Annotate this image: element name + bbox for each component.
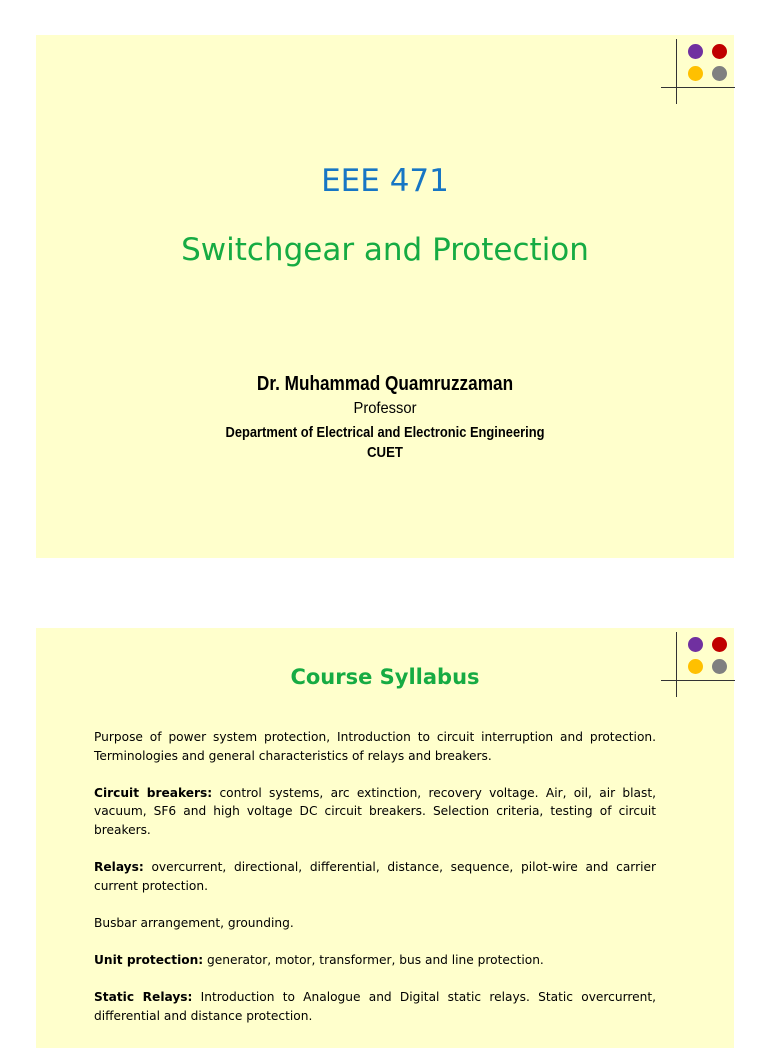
paragraph-heading: Relays: xyxy=(94,860,144,875)
author-name: Dr. Muhammad Quamruzzaman xyxy=(256,373,514,395)
gray-dot-icon xyxy=(712,66,727,81)
paragraph-text: Busbar arrangement, grounding. xyxy=(94,915,294,930)
syllabus-paragraph xyxy=(94,784,656,840)
paragraph-text: control systems, arc extinction, recovery voltage. Air, oil, air blast, vacuum, SF6 and high voltage DC circuit breakers. Selection criteria, testing of circuit breakers. xyxy=(94,785,656,837)
purple-dot-icon xyxy=(688,637,703,652)
syllabus-body xyxy=(94,728,656,1044)
corner-horizontal-line xyxy=(661,87,735,88)
corner-vertical-line xyxy=(676,39,677,104)
course-title: Switchgear and Protection xyxy=(181,232,589,268)
syllabus-paragraph xyxy=(94,728,656,765)
author-title: Professor xyxy=(353,400,417,417)
paragraph-text: Introduction to Analogue and Digital static relays. Static overcurrent, differential and distance protection. xyxy=(94,990,656,1023)
paragraph-text: generator, motor, transformer, bus and line protection. xyxy=(203,953,544,968)
syllabus-title: Course Syllabus xyxy=(290,665,480,689)
yellow-dot-icon xyxy=(688,66,703,81)
red-dot-icon xyxy=(712,637,727,652)
red-dot-icon xyxy=(712,44,727,59)
author-department: Department of Electrical and Electronic Engineering xyxy=(225,424,545,441)
paragraph-heading: Unit protection: xyxy=(94,953,204,968)
syllabus-slide xyxy=(36,628,734,1048)
title-slide xyxy=(36,35,734,558)
syllabus-paragraph xyxy=(94,914,656,933)
author-institution: CUET xyxy=(367,444,403,461)
paragraph-heading: Circuit breakers: xyxy=(94,785,213,800)
syllabus-paragraph xyxy=(94,858,656,895)
syllabus-paragraph xyxy=(94,951,656,970)
purple-dot-icon xyxy=(688,44,703,59)
course-code: EEE 471 xyxy=(321,163,449,199)
syllabus-paragraph xyxy=(94,988,656,1025)
corner-decoration xyxy=(644,35,734,105)
paragraph-text: overcurrent, directional, differential, distance, sequence, pilot-wire and carrier current protection. xyxy=(94,860,656,893)
paragraph-heading: Static Relays: xyxy=(94,990,193,1005)
paragraph-text: Purpose of power system protection, Introduction to circuit interruption and protection. Terminologies and general characteristics of relays and breakers. xyxy=(94,730,656,763)
